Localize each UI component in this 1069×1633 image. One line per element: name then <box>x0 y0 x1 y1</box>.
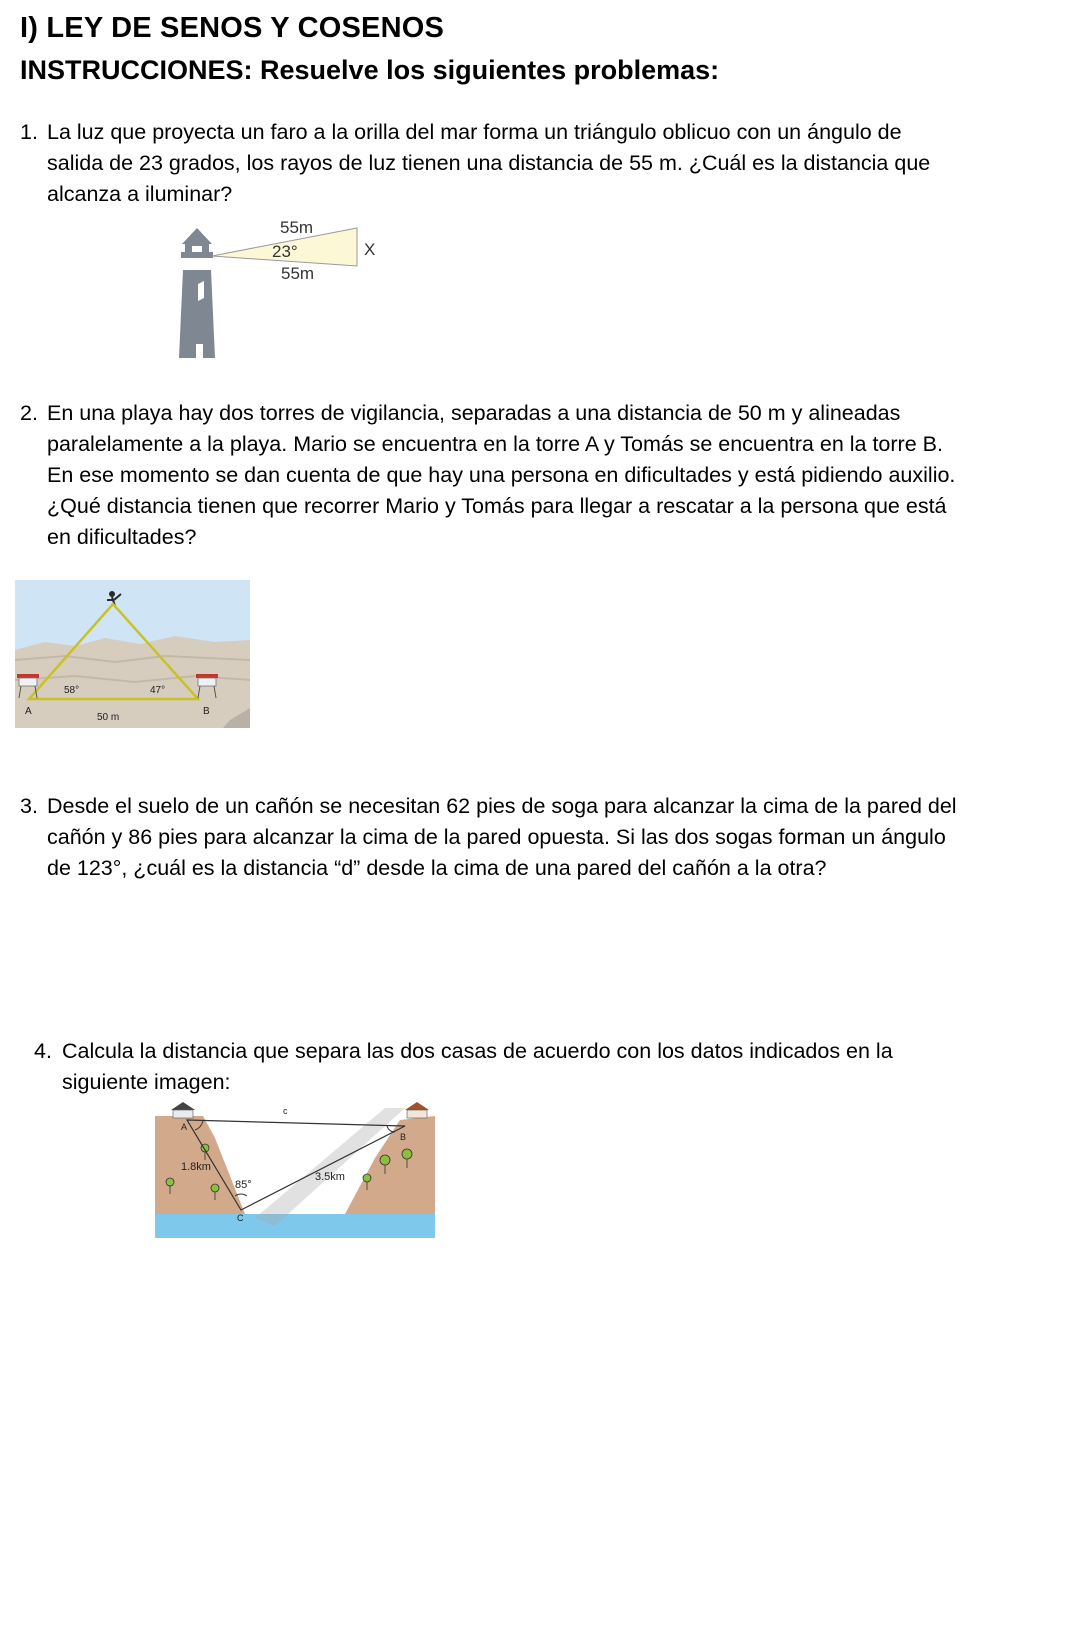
lighthouse-figure <box>170 210 390 360</box>
angle-a-label: 58° <box>64 685 80 696</box>
problem-2 <box>20 398 1060 553</box>
page-title: I) LEY DE SENOS Y COSENOS <box>20 12 445 44</box>
problem-4 <box>34 1036 1034 1098</box>
instructions: INSTRUCCIONES: Resuelve los siguientes problemas: <box>20 55 720 85</box>
problem-text: Desde el suelo de un cañón se necesitan 62 pies de soga para alcanzar la cima de la pared del cañón y 86 pies para alcanzar la cima de la pared opuesta. Si las dos sogas forman un ángulo de 123°, ¿cuál es la distancia “d” desde la cima de una pared del cañón a la otra? <box>47 794 957 880</box>
problem-number: 4. <box>34 1039 52 1063</box>
problem-text: La luz que proyecta un faro a la orilla del mar forma un triángulo oblicuo con un ángulo de salida de 23 grados, los rayos de luz tienen una distancia de 55 m. ¿Cuál es la distancia que alcanza a iluminar? <box>47 120 931 206</box>
top-side-label: 55m <box>280 218 314 237</box>
problem-3 <box>20 791 1065 884</box>
bottom-side-label: 55m <box>281 264 315 283</box>
angle-label: 23° <box>272 242 298 261</box>
right-side-label: 3.5km <box>315 1171 345 1183</box>
lighthouse-icon <box>179 228 215 358</box>
house-a-label: A <box>181 1122 188 1132</box>
angle-label: 85° <box>235 1179 252 1191</box>
houses-valley-figure <box>155 1098 435 1238</box>
vertex-c-label: C <box>237 1213 244 1223</box>
problem-1 <box>20 117 1050 210</box>
problem-number: 2. <box>20 401 38 425</box>
base-distance-label: 50 m <box>97 712 120 723</box>
unknown-side-label: X <box>364 240 376 259</box>
tower-b-label: B <box>203 706 210 717</box>
angle-b-label: 47° <box>150 685 166 696</box>
house-b-label: B <box>400 1132 407 1142</box>
problem-number: 1. <box>20 120 38 144</box>
beach-towers-figure <box>15 580 250 728</box>
problem-text: Calcula la distancia que separa las dos casas de acuerdo con los datos indicados en la siguiente imagen: <box>62 1039 893 1094</box>
side-c-label: c <box>283 1106 288 1116</box>
problem-number: 3. <box>20 794 38 818</box>
problem-text: En una playa hay dos torres de vigilancia, separadas a una distancia de 50 m y alineadas paralelamente a la playa. Mario se encuentra en la torre A y Tomás se encuentra en la torre B. En ese momento se dan cuenta de que hay una persona en dificultades y está pidiendo auxilio. ¿Qué distancia tienen que recorrer Mario y Tomás para llegar a rescatar a la persona que está en dificultades? <box>47 401 956 549</box>
tower-a-label: A <box>25 706 32 717</box>
left-side-label: 1.8km <box>181 1161 211 1173</box>
